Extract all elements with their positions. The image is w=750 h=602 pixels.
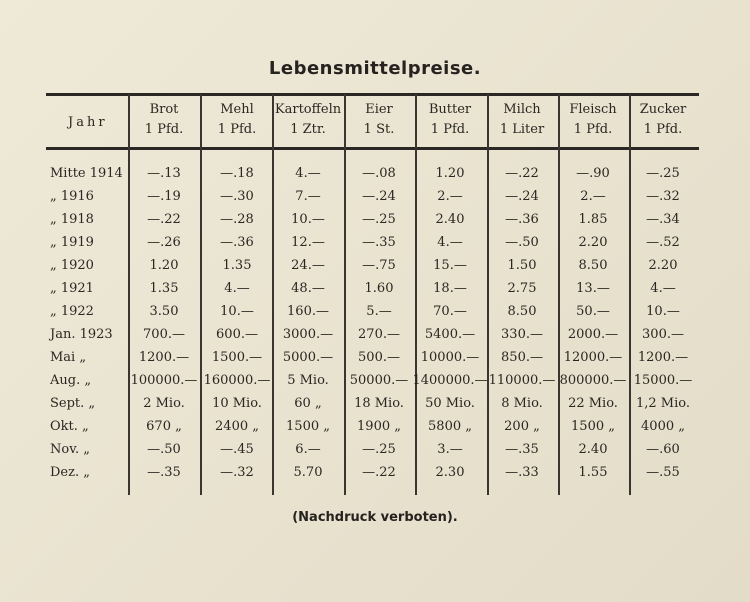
column-header	[569, 100, 616, 140]
table-cell: 10.—	[220, 304, 254, 319]
row-label: Sept. „	[50, 396, 96, 411]
column-divider	[415, 94, 417, 495]
header-year-label: Jahr	[68, 115, 108, 130]
table-cell: 4000 „	[641, 419, 685, 434]
table-cell: 2.20	[578, 235, 608, 250]
table-cell: 800000.—	[559, 373, 627, 388]
table-cell: 3.50	[149, 304, 179, 319]
table-cell: —.50	[505, 235, 539, 250]
column-divider	[344, 94, 346, 495]
table-cell: —.36	[220, 235, 254, 250]
table-cell: 270.—	[358, 327, 400, 342]
table-cell: 2 Mio.	[143, 396, 185, 411]
table-cell: —.60	[646, 442, 680, 457]
row-label: Mitte 1914	[50, 166, 123, 181]
column-header	[145, 100, 183, 140]
column-header-name: Kartoffeln	[274, 102, 342, 117]
table-cell: 12000.—	[563, 350, 623, 365]
table-cell: —.35	[147, 465, 181, 480]
table-cell: 600.—	[216, 327, 258, 342]
table-cell: —.45	[220, 442, 254, 457]
table-cell: 13.—	[576, 281, 610, 296]
table-cell: 2.75	[507, 281, 537, 296]
table-cell: 10.—	[291, 212, 325, 227]
table-cell: 7.—	[295, 189, 321, 204]
table-cell: 2400 „	[215, 419, 259, 434]
column-header-unit: 1 Pfd.	[643, 122, 683, 137]
table-cell: 1200.—	[138, 350, 190, 365]
table-cell: —.13	[147, 166, 181, 181]
row-label: „ 1919	[50, 235, 94, 250]
table-cell: —.24	[362, 189, 396, 204]
column-header-unit: 1 Pfd.	[217, 122, 257, 137]
table-cell: —.32	[220, 465, 254, 480]
table-cell: —.08	[362, 166, 396, 181]
row-label: Jan. 1923	[50, 327, 113, 342]
column-header	[429, 100, 471, 140]
column-header-name: Milch	[503, 102, 541, 117]
table-cell: 200 „	[504, 419, 540, 434]
table-cell: 1.20	[149, 258, 179, 273]
column-header-name: Butter	[428, 102, 472, 117]
column-header-unit: 1 St.	[363, 122, 395, 137]
table-cell: —.55	[646, 465, 680, 480]
table-cell: 4.—	[224, 281, 250, 296]
table-cell: —.24	[505, 189, 539, 204]
table-cell: —.28	[220, 212, 254, 227]
table-header-rule	[46, 147, 699, 150]
table-cell: 700.—	[143, 327, 185, 342]
row-label: Aug. „	[50, 373, 92, 388]
table-cell: —.25	[362, 212, 396, 227]
table-cell: 2.30	[435, 465, 465, 480]
column-header	[364, 100, 395, 140]
column-divider	[487, 94, 489, 495]
table-cell: —.30	[220, 189, 254, 204]
column-header-unit: 1 Pfd.	[573, 122, 613, 137]
table-cell: —.36	[505, 212, 539, 227]
table-cell: —.33	[505, 465, 539, 480]
table-cell: 2.40	[578, 442, 608, 457]
table-cell: —.35	[505, 442, 539, 457]
table-cell: 8 Mio.	[501, 396, 543, 411]
table-cell: 15000.—	[633, 373, 693, 388]
table-cell: 8.50	[507, 304, 537, 319]
table-cell: 4.—	[437, 235, 463, 250]
row-label: „ 1918	[50, 212, 94, 227]
column-header	[218, 100, 256, 140]
table-cell: 50000.—	[349, 373, 409, 388]
table-cell: 670 „	[146, 419, 182, 434]
table-cell: 5.—	[366, 304, 392, 319]
table-cell: —.19	[147, 189, 181, 204]
column-header	[640, 100, 686, 140]
table-cell: 300.—	[642, 327, 684, 342]
row-label: Nov. „	[50, 442, 91, 457]
table-cell: —.50	[147, 442, 181, 457]
table-cell: —.22	[147, 212, 181, 227]
table-cell: —.26	[147, 235, 181, 250]
column-header-name: Zucker	[639, 102, 687, 117]
column-header-name: Fleisch	[569, 102, 617, 117]
table-cell: —.52	[646, 235, 680, 250]
table-cell: 50 Mio.	[425, 396, 475, 411]
table-cell: 10000.—	[420, 350, 480, 365]
row-label: „ 1921	[50, 281, 94, 296]
page-title: Lebensmittelpreise.	[268, 58, 482, 79]
table-cell: 1.85	[578, 212, 608, 227]
table-cell: 60 „	[294, 396, 322, 411]
row-label: Okt. „	[50, 419, 89, 434]
table-cell: 2.40	[435, 212, 465, 227]
table-cell: —.34	[646, 212, 680, 227]
table-cell: 10.—	[646, 304, 680, 319]
table-cell: 330.—	[501, 327, 543, 342]
column-header	[275, 100, 341, 140]
table-cell: 8.50	[578, 258, 608, 273]
table-cell: —.75	[362, 258, 396, 273]
table-cell: 10 Mio.	[212, 396, 262, 411]
table-cell: 24.—	[291, 258, 325, 273]
column-header-name: Brot	[149, 102, 179, 117]
column-header-name: Eier	[365, 102, 393, 117]
column-header-unit: 1 Liter	[499, 122, 545, 137]
column-divider	[558, 94, 560, 495]
table-cell: 1.20	[435, 166, 465, 181]
table-cell: 22 Mio.	[568, 396, 618, 411]
table-cell: 1.35	[222, 258, 252, 273]
table-cell: 2.20	[648, 258, 678, 273]
footer-note: (Nachdruck verboten).	[292, 510, 458, 525]
table-cell: —.35	[362, 235, 396, 250]
table-cell: 6.—	[295, 442, 321, 457]
column-header	[500, 100, 544, 140]
row-label: Mai „	[50, 350, 87, 365]
row-label: „ 1920	[50, 258, 94, 273]
table-cell: 4.—	[650, 281, 676, 296]
table-cell: 18 Mio.	[354, 396, 404, 411]
table-cell: 5000.—	[282, 350, 334, 365]
table-cell: 5800 „	[428, 419, 472, 434]
column-header-unit: 1 Pfd.	[144, 122, 184, 137]
table-cell: 48.—	[291, 281, 325, 296]
table-cell: 1.55	[578, 465, 608, 480]
table-cell: 160.—	[287, 304, 329, 319]
table-cell: 18.—	[433, 281, 467, 296]
table-cell: —.90	[576, 166, 610, 181]
table-cell: 2000.—	[567, 327, 619, 342]
table-cell: —.22	[505, 166, 539, 181]
table-cell: 1400000.—	[412, 373, 488, 388]
table-cell: 1.35	[149, 281, 179, 296]
column-divider	[200, 94, 202, 495]
table-cell: 850.—	[501, 350, 543, 365]
table-cell: 3000.—	[282, 327, 334, 342]
table-cell: 500.—	[358, 350, 400, 365]
column-divider	[128, 94, 130, 495]
table-cell: 2.—	[437, 189, 463, 204]
column-divider	[272, 94, 274, 495]
column-header-unit: 1 Pfd.	[430, 122, 470, 137]
column-header-unit: 1 Ztr.	[290, 122, 326, 137]
table-cell: 1.50	[507, 258, 537, 273]
table-cell: —.32	[646, 189, 680, 204]
table-cell: 12.—	[291, 235, 325, 250]
table-cell: 70.—	[433, 304, 467, 319]
table-cell: 3.—	[437, 442, 463, 457]
table-cell: 2.—	[580, 189, 606, 204]
table-cell: 5.70	[293, 465, 323, 480]
table-cell: —.18	[220, 166, 254, 181]
table-cell: 1900 „	[357, 419, 401, 434]
table-cell: 1500 „	[571, 419, 615, 434]
table-cell: —.25	[362, 442, 396, 457]
column-divider	[629, 94, 631, 495]
table-cell: 100000.—	[130, 373, 198, 388]
table-cell: 5400.—	[424, 327, 476, 342]
row-label: Dez. „	[50, 465, 90, 480]
table-cell: 110000.—	[488, 373, 556, 388]
table-cell: 1,2 Mio.	[635, 396, 691, 411]
table-cell: 160000.—	[203, 373, 271, 388]
column-header-name: Mehl	[220, 102, 254, 117]
table-cell: 1500.—	[211, 350, 263, 365]
table-cell: 1200.—	[637, 350, 689, 365]
table-cell: 1.60	[364, 281, 394, 296]
table-top-rule	[46, 93, 699, 96]
row-label: „ 1916	[50, 189, 94, 204]
row-label: „ 1922	[50, 304, 94, 319]
table-cell: 15.—	[433, 258, 467, 273]
table-cell: 5 Mio.	[287, 373, 329, 388]
table-cell: 1500 „	[286, 419, 330, 434]
table-cell: —.22	[362, 465, 396, 480]
table-cell: 50.—	[576, 304, 610, 319]
table-cell: 4.—	[295, 166, 321, 181]
table-cell: —.25	[646, 166, 680, 181]
